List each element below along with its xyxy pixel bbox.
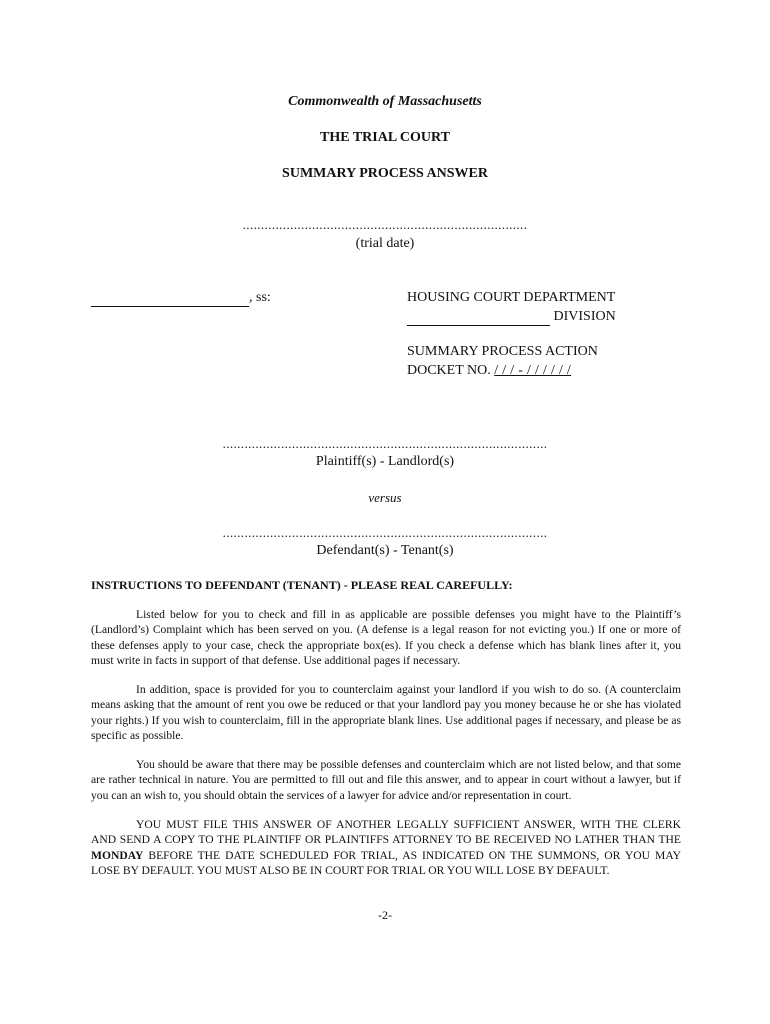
division-blank-field[interactable]: [407, 309, 550, 326]
instructions-heading: INSTRUCTIONS TO DEFENDANT (TENANT) - PLEASE REAL CAREFULLY:: [91, 578, 513, 592]
county-suffix: , ss:: [249, 290, 271, 305]
court-department: HOUSING COURT DEPARTMENT: [407, 290, 616, 305]
docket-number-field[interactable]: / / / - / / / / / /: [494, 363, 572, 378]
division-line: [407, 309, 616, 326]
instructions-paragraph-2: In addition, space is provided for you to counterclaim against your landlord if you wish to do so. (A counterclaim means asking that the amount of rent you owe be reduced or that your landlord pay you money because he or she has violated your rights.) If you wish to counterclaim, fill in the appropriate blank lines. Use additional pages if necessary, and please be as specific as possible.: [91, 683, 681, 742]
defendant-label: Defendant(s) - Tenant(s): [316, 543, 454, 558]
instructions-paragraph-4: [91, 817, 681, 878]
para4-text-before: YOU MUST FILE THIS ANSWER OF ANOTHER LEGALLY SUFFICIENT ANSWER, WITH THE CLERK AND SEND A COPY TO THE PLAINTIFF OR PLAINTIFFS ATTORNEY TO BE RECEIVED NO LATHER THAN THE: [91, 818, 681, 847]
instructions-paragraph-1: Listed below for you to check and fill in as applicable are possible defenses you might have to the Plaintiff’s (Landlord’s) Complaint which has been served on you. (A defense is a legal reason for not evicting you.) If one or more of these defenses apply to your case, check the appropriate box(es). If you check a defense which has blank lines after it, you must write in facts in support of that defense. Use additional pages if necessary.: [91, 608, 681, 667]
plaintiff-label: Plaintiff(s) - Landlord(s): [315, 454, 455, 469]
county-blank-field[interactable]: [91, 290, 249, 307]
para4-text-after: BEFORE THE DATE SCHEDULED FOR TRIAL, AS INDICATED ON THE SUMMONS, OR YOU MAY LOSE BY DEFAULT. YOU MUST ALSO BE IN COURT FOR TRIAL OR YOU WILL LOSE BY DEFAULT.: [91, 848, 681, 877]
division-label: DIVISION: [553, 309, 616, 324]
state-heading: Commonwealth of Massachusetts: [288, 94, 482, 109]
versus-label: versus: [368, 490, 402, 505]
para4-monday: MONDAY: [91, 848, 144, 862]
page-number: -2-: [378, 908, 392, 922]
instructions-paragraph-3: You should be aware that there may be possible defenses and counterclaim which are not listed below, and that some are rather technical in nature. You are permitted to fill out and file this answer, and to appear in court without a lawyer, but if you can an wish to, you should obtain the services of a lawyer for advice and/or representation in court.: [91, 758, 681, 802]
defendant-field[interactable]: .........................................................................................: [222, 525, 548, 540]
trial-date-field[interactable]: ..............................................................................: [242, 217, 528, 232]
court-heading: THE TRIAL COURT: [320, 130, 450, 145]
plaintiff-field[interactable]: .........................................................................................: [222, 436, 548, 451]
county-line: [91, 290, 271, 307]
docket-line: [407, 363, 571, 379]
form-title: SUMMARY PROCESS ANSWER: [282, 166, 488, 181]
docket-label: DOCKET NO.: [407, 363, 491, 378]
summary-process-action: SUMMARY PROCESS ACTION: [407, 344, 598, 359]
trial-date-label: (trial date): [355, 236, 415, 251]
